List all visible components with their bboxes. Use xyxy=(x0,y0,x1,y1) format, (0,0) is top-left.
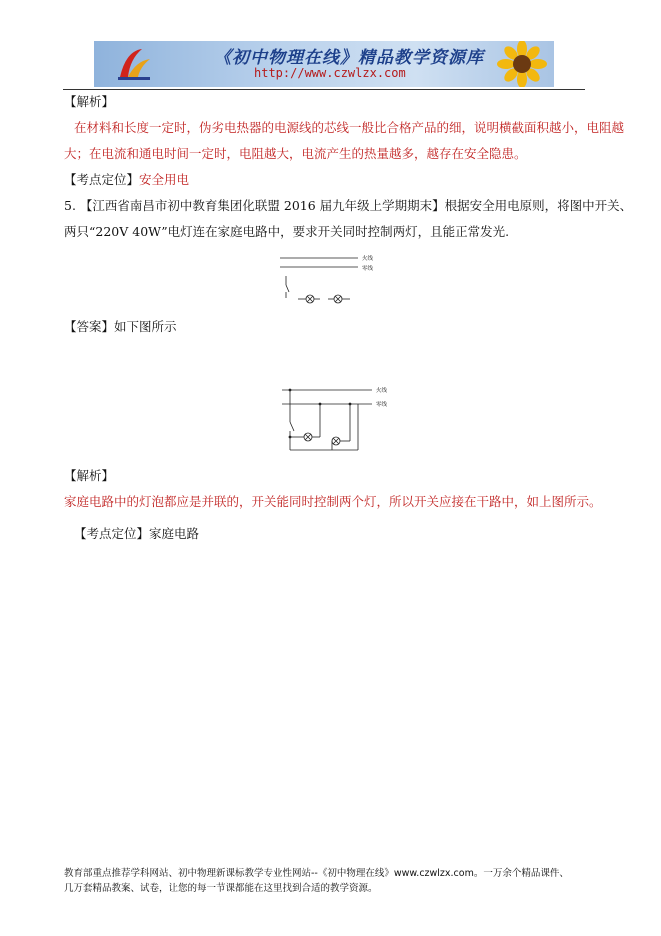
question-5-line2: 两只“220V 40W”电灯连在家庭电路中，要求开关同时控制两灯，且能正常发光. xyxy=(64,224,510,239)
keypoint-1 xyxy=(64,171,189,189)
analysis-text-2: 家庭电路中的灯泡都应是并联的，开关能同时控制两个灯，所以开关应接在干路中，如上图所示。 xyxy=(64,494,602,509)
neutral-wire-label-1: 零线 xyxy=(362,266,374,272)
circuit-diagram-question xyxy=(276,252,386,310)
header-rule xyxy=(63,89,585,90)
keypoint-text-2: 家庭电路 xyxy=(149,526,200,541)
keypoint-text-1: 安全用电 xyxy=(139,172,190,187)
sunflower-icon xyxy=(492,41,550,87)
footer xyxy=(64,866,569,896)
live-wire-label-2: 火线 xyxy=(376,388,388,394)
answer-label: 【答案】 xyxy=(64,319,115,334)
analysis-label-2: 【解析】 xyxy=(64,468,115,483)
analysis-text-1-line1: 在材料和长度一定时，伪劣电热器的电源线的芯线一般比合格产品的细，说明横截面积越小，电阻越 xyxy=(74,120,625,135)
keypoint-label-2: 【考点定位】 xyxy=(74,526,150,541)
answer-text: 如下图所示 xyxy=(114,319,177,334)
question-5-text-1: 【江西省南昌市初中教育集团化联盟 2016 届九年级上学期期末】根据安全用电原则，将图中开关、 xyxy=(79,198,633,213)
footer-line2: 几万套精品教案、试卷，让您的每一节课都能在这里找到合适的教学资源。 xyxy=(64,883,378,894)
footer-line1: 教育部重点推荐学科网站、初中物理新课标教学专业性网站--《初中物理在线》www.czwlzx.com。一万余个精品课件、 xyxy=(64,868,569,879)
banner-title: 《初中物理在线》精品教学资源库 xyxy=(214,48,484,68)
logo-icon xyxy=(116,47,152,83)
circuit-diagram-answer xyxy=(280,382,394,454)
keypoint-2 xyxy=(74,525,199,543)
question-number: 5. xyxy=(64,198,76,213)
live-wire-label-1: 火线 xyxy=(362,256,374,262)
answer xyxy=(64,318,177,336)
neutral-wire-label-2: 零线 xyxy=(376,402,388,408)
analysis-text-1-line2: 大；在电流和通电时间一定时，电阻越大，电流产生的热量越多，越存在安全隐患。 xyxy=(64,146,527,161)
analysis-label-1: 【解析】 xyxy=(64,94,115,109)
keypoint-label-1: 【考点定位】 xyxy=(64,172,140,187)
header-banner xyxy=(94,41,554,87)
question-5-line1 xyxy=(64,197,632,215)
banner-url[interactable]: http://www.czwlzx.com xyxy=(254,66,406,80)
